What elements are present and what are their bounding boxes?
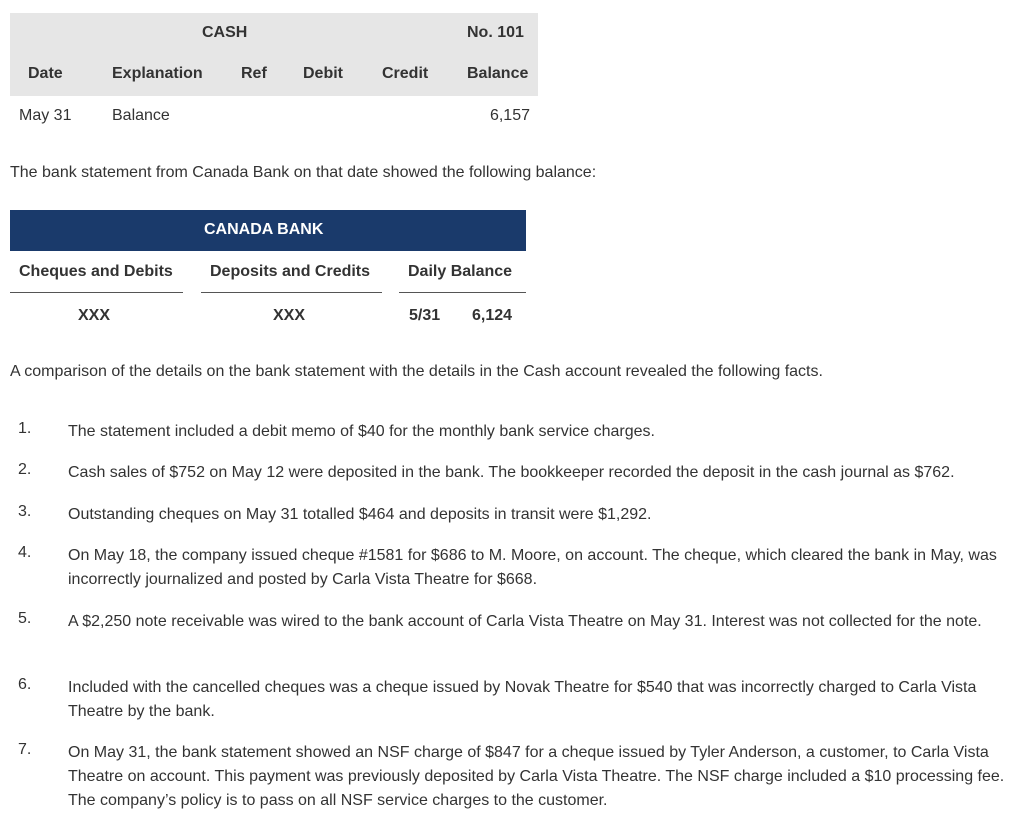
comparison-text: A comparison of the details on the bank statement with the details in the Cash account revealed the following facts. [10, 363, 823, 380]
list-item-number: 7. [18, 741, 32, 758]
list-item-number: 6. [18, 676, 32, 693]
list-item-number: 3. [18, 503, 32, 520]
list-item-number: 1. [18, 420, 32, 437]
col-header-cheques-debits: Cheques and Debits [19, 263, 173, 280]
list-item-text: Cash sales of $752 on May 12 were deposited in the bank. The bookkeeper recorded the deposit in the cash journal as $762. [68, 464, 955, 481]
cash-account-number: No. 101 [467, 24, 524, 41]
cash-account-title: CASH [202, 24, 248, 41]
col-header-credit: Credit [382, 65, 429, 82]
ledger-row-date: May 31 [19, 107, 72, 124]
col-header-balance: Balance [467, 65, 529, 82]
list-item-number: 2. [18, 461, 32, 478]
col-header-ref: Ref [241, 65, 267, 82]
list-item-number: 5. [18, 610, 32, 627]
bank-row-balance: 6,124 [472, 307, 513, 324]
list-item-text: On May 31, the bank statement showed an NSF charge of $847 for a cheque issued by Tyler Anderson, a customer, to Carla Vista Theatre on account. This payment was previously deposited by Carla Vista Theatre. The NSF charge included a $10 processing fee. The company’s policy is to pass on all NSF service charges to the customer. [68, 744, 1005, 809]
list-item-text: Outstanding cheques on May 31 totalled $464 and deposits in transit were $1,292. [68, 506, 652, 523]
list-item-number: 4. [18, 544, 32, 561]
col-header-deposits-credits: Deposits and Credits [210, 263, 371, 280]
bank-statement-title: CANADA BANK [204, 221, 324, 238]
intro-text: The bank statement from Canada Bank on that date showed the following balance: [10, 164, 597, 181]
divider [399, 292, 526, 293]
col-header-date: Date [28, 65, 63, 82]
divider [201, 292, 382, 293]
col-header-debit: Debit [303, 65, 343, 82]
list-item-text: On May 18, the company issued cheque #1581 for $686 to M. Moore, on account. The cheque, which cleared the bank in May, was incorrectly journalized and posted by Carla Vista Theatre for $668. [68, 547, 997, 588]
col-header-daily-balance: Daily Balance [408, 263, 513, 280]
ledger-row-balance: 6,157 [489, 107, 530, 124]
bank-row-cheques: XXX [78, 307, 111, 324]
cash-ledger-table [10, 13, 538, 138]
ledger-row-explanation: Balance [112, 107, 170, 124]
list-item-text: Included with the cancelled cheques was a cheque issued by Novak Theatre for $540 that was incorrectly charged to Carla Vista Theatre by the bank. [68, 679, 977, 720]
list-item-text: The statement included a debit memo of $40 for the monthly bank service charges. [68, 423, 655, 440]
bank-row-deposits: XXX [273, 307, 306, 324]
col-header-explanation: Explanation [112, 65, 203, 82]
list-item-text: A $2,250 note receivable was wired to the bank account of Carla Vista Theatre on May 31. Interest was not collected for the note. [68, 613, 982, 630]
bank-row-date: 5/31 [409, 307, 441, 324]
cash-ledger-header [10, 13, 538, 96]
bank-statement-table [10, 210, 526, 340]
divider [10, 292, 183, 293]
